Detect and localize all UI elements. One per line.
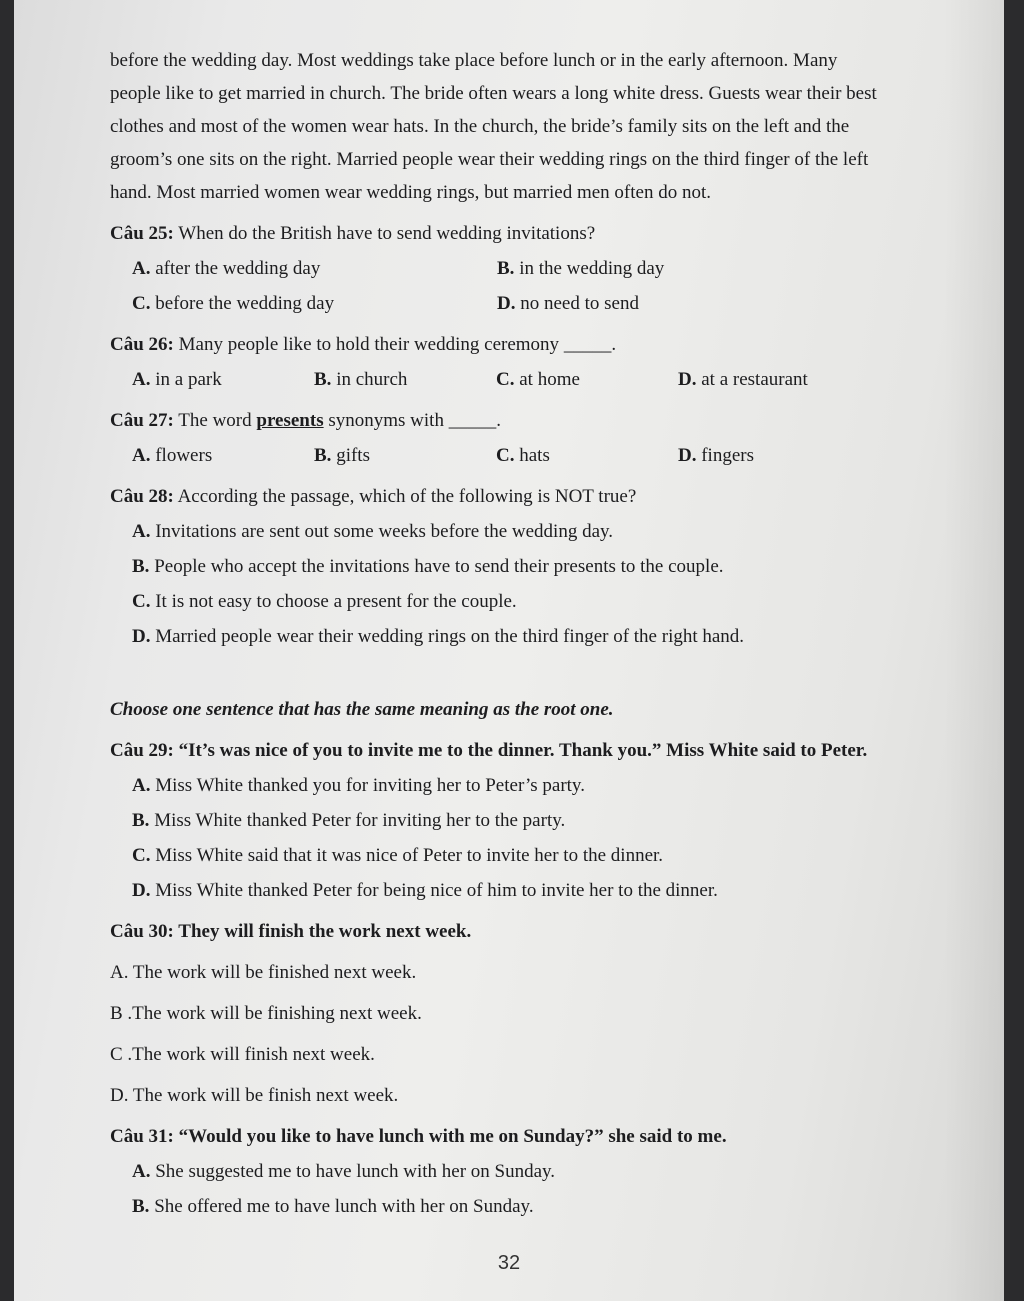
passage-line: hand. Most married women wear wedding rings, but married men often do not. xyxy=(110,182,711,203)
question-text: According the passage, which of the following is NOT true? xyxy=(177,486,637,507)
question-label: Câu 27: xyxy=(110,410,174,431)
option-d[interactable]: D. Married people wear their wedding rings on the third finger of the right hand. xyxy=(132,626,745,647)
option-a[interactable]: A. in a park xyxy=(132,369,222,390)
question-28 xyxy=(110,480,940,513)
exam-content xyxy=(110,44,940,1223)
option-b[interactable]: B. in church xyxy=(314,369,408,390)
question-label: Câu 25: xyxy=(110,223,174,244)
option-a[interactable]: A. flowers xyxy=(132,445,213,466)
exam-page xyxy=(14,0,1004,1301)
question-text: Many people like to hold their wedding ceremony xyxy=(178,334,560,355)
question-31 xyxy=(110,1120,940,1153)
passage-line: before the wedding day. Most weddings take place before lunch or in the early afternoon. Many xyxy=(110,50,838,71)
option-c[interactable]: C .The work will finish next week. xyxy=(110,1044,375,1065)
question-26 xyxy=(110,328,940,361)
options-row xyxy=(110,363,940,396)
question-text: They will finish the work next week. xyxy=(178,921,472,942)
option-b[interactable]: B. gifts xyxy=(314,445,370,466)
option-a[interactable]: A. She suggested me to have lunch with her on Sunday. xyxy=(132,1161,556,1182)
option-d[interactable]: D. The work will be finish next week. xyxy=(110,1085,399,1106)
answer-blank: _____. xyxy=(563,334,617,355)
question-30 xyxy=(110,915,940,948)
option-c[interactable]: C. It is not easy to choose a present for the couple. xyxy=(132,591,517,612)
page-edge-shadow xyxy=(944,0,1004,1301)
passage-line: clothes and most of the women wear hats. In the church, the bride’s family sits on the left and the xyxy=(110,116,850,137)
option-c[interactable]: C. hats xyxy=(496,445,550,466)
question-27 xyxy=(110,404,940,437)
target-word: presents xyxy=(256,410,324,431)
option-b[interactable]: B. She offered me to have lunch with her on Sunday. xyxy=(132,1196,534,1217)
question-text-post: synonyms with xyxy=(328,410,444,431)
question-25 xyxy=(110,217,940,250)
option-c[interactable]: C. at home xyxy=(496,369,580,390)
options-row xyxy=(110,287,940,320)
option-a[interactable]: A. The work will be finished next week. xyxy=(110,962,417,983)
question-label: Câu 26: xyxy=(110,334,174,355)
options-row xyxy=(110,252,940,285)
option-d[interactable]: D. fingers xyxy=(678,445,754,466)
option-b[interactable]: B. in the wedding day xyxy=(497,258,665,279)
answer-blank: _____. xyxy=(448,410,501,431)
question-text-pre: The word xyxy=(178,410,252,431)
question-text: When do the British have to send wedding invitations? xyxy=(178,223,596,244)
option-d[interactable]: D. no need to send xyxy=(497,293,639,314)
passage-line: people like to get married in church. The bride often wears a long white dress. Guests wear their best xyxy=(110,83,877,104)
option-a[interactable]: A. after the wedding day xyxy=(132,258,321,279)
option-a[interactable]: A. Invitations are sent out some weeks before the wedding day. xyxy=(132,521,614,542)
option-b[interactable]: B. Miss White thanked Peter for inviting her to the party. xyxy=(132,810,566,831)
option-b[interactable]: B .The work will be finishing next week. xyxy=(110,1003,422,1024)
section-instruction: Choose one sentence that has the same meaning as the root one. xyxy=(110,699,614,720)
question-label: Câu 30: xyxy=(110,921,174,942)
options-row xyxy=(110,439,940,472)
option-d[interactable]: D. at a restaurant xyxy=(678,369,808,390)
question-label: Câu 31: xyxy=(110,1126,174,1147)
option-a[interactable]: A. Miss White thanked you for inviting her to Peter’s party. xyxy=(132,775,585,796)
option-c[interactable]: C. Miss White said that it was nice of Peter to invite her to the dinner. xyxy=(132,845,664,866)
question-text: “Would you like to have lunch with me on Sunday?” she said to me. xyxy=(178,1126,727,1147)
question-29 xyxy=(110,734,940,767)
question-label: Câu 28: xyxy=(110,486,174,507)
question-label: Câu 29: xyxy=(110,740,174,761)
option-c[interactable]: C. before the wedding day xyxy=(132,293,335,314)
reading-passage xyxy=(110,44,940,209)
question-text: “It’s was nice of you to invite me to the dinner. Thank you.” Miss White said to Peter. xyxy=(178,740,868,761)
option-d[interactable]: D. Miss White thanked Peter for being nice of him to invite her to the dinner. xyxy=(132,880,718,901)
page-number: 32 xyxy=(497,1252,521,1274)
option-b[interactable]: B. People who accept the invitations have to send their presents to the couple. xyxy=(132,556,724,577)
passage-line: groom’s one sits on the right. Married people wear their wedding rings on the third finger of the left xyxy=(110,149,869,170)
